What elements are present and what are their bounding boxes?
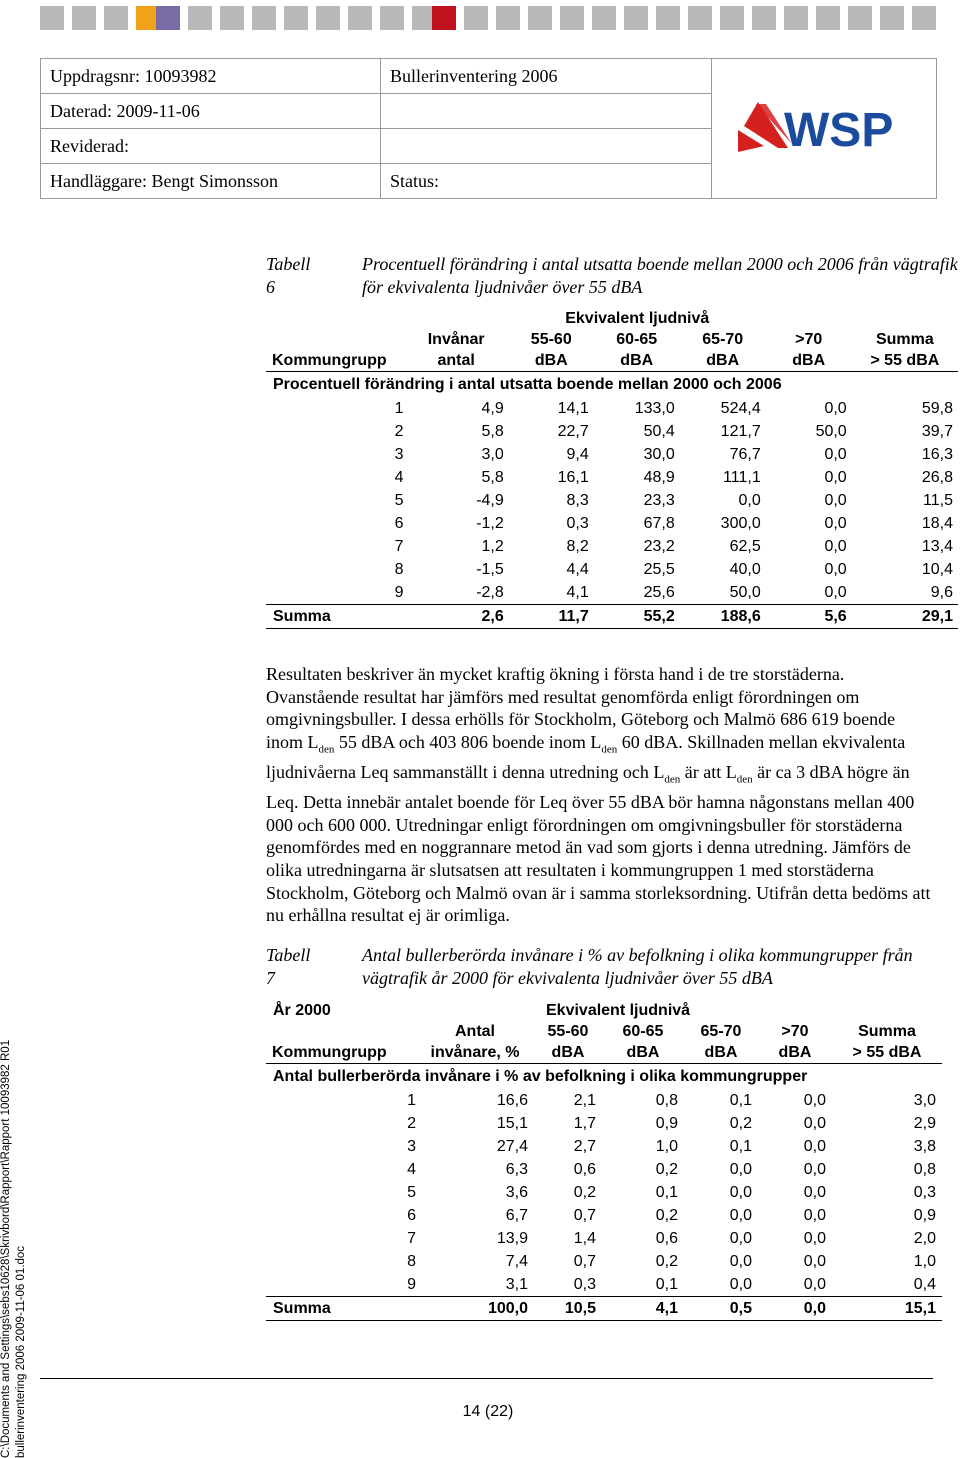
table-cell: 0,1 [655, 1183, 678, 1201]
sum-cell: 15,1 [832, 1297, 942, 1321]
color-square [656, 6, 680, 30]
color-square [816, 6, 840, 30]
column-header: Summa [875, 330, 934, 348]
table-cell: 0,0 [824, 491, 847, 509]
table-cell: 0,2 [729, 1114, 752, 1132]
table-row [266, 420, 958, 443]
column-header: > 55 dBA [852, 350, 958, 372]
paragraph-text: 55 dBA och 403 806 boende inom L [334, 731, 602, 752]
table-cell: 0,3 [573, 1275, 596, 1293]
table-cell: 0,0 [803, 1091, 826, 1109]
caption-text: Procentuell förändring i antal utsatta boende mellan 2000 och 2006 från vägtrafik för ekvivalenta ljudnivåer över 55 dBA [362, 254, 958, 297]
table-row [266, 535, 958, 558]
color-square [848, 6, 872, 30]
column-header: dBA [509, 350, 594, 372]
empty-cell [852, 308, 958, 329]
table-cell: 16,1 [557, 468, 589, 486]
table-cell: 5 [394, 491, 404, 509]
table-cell: 4,1 [566, 583, 589, 601]
color-square [316, 6, 340, 30]
column-header: Kommungrupp [266, 1042, 416, 1064]
subscript: den [736, 773, 753, 786]
column-header: dBA [758, 1042, 832, 1064]
table-cell: 8 [407, 1252, 416, 1270]
table-cell: 2 [407, 1114, 416, 1132]
table-cell: 0,0 [729, 1160, 752, 1178]
table-cell: 30,0 [643, 445, 675, 463]
table-cell: 8 [394, 560, 404, 578]
table-cell: 0,0 [729, 1183, 752, 1201]
paragraph-text: är att L [680, 761, 737, 782]
table-cell: 14,1 [557, 399, 589, 417]
file-path-sidebar [0, 798, 31, 1458]
column-header: 55-60 [530, 330, 572, 348]
table-cell: 11,5 [923, 491, 953, 509]
column-header: invånare, % [416, 1042, 534, 1064]
table-cell: 133,0 [634, 399, 675, 417]
table-cell: 0,7 [573, 1252, 596, 1270]
column-header: antal [404, 350, 509, 372]
document-header [40, 58, 937, 199]
table-cell: 0,0 [803, 1183, 826, 1201]
subscript: den [664, 773, 681, 786]
table-cell: 13,4 [921, 537, 953, 555]
paragraph-text: är ca 3 dBA högre än Leq. Detta innebär antalet boende för Leq över 55 dBA bör hamna någonstans mellan 400 000 och 600 000. Utredningar enligt förordningen om omgivningsbuller för storstäderna genomfördes med en noggrannare metod än vad som gjorts i denna utredning. Jämförs de olika utredningarna är slutsatsen att resultaten i kommungruppen 1 med storstäderna Stockholm, Göteborg och Malmö ovan är i samma storleksordning. Utifrån detta bedöms att nu erhållna resultat ej är orimliga. [266, 761, 931, 926]
table-cell: 1,0 [913, 1252, 936, 1270]
color-square [688, 6, 712, 30]
color-square [528, 6, 552, 30]
table-cell: 0,2 [573, 1183, 596, 1201]
empty-cell [766, 308, 852, 329]
column-header: 65-70 [700, 1022, 742, 1040]
caption-number: Tabell 7 [266, 945, 311, 988]
color-square [464, 6, 488, 30]
table-cell: 6 [407, 1206, 416, 1224]
sum-cell: 2,6 [404, 605, 509, 629]
column-header: 60-65 [622, 1022, 664, 1040]
color-square [284, 6, 308, 30]
table-cell: 4 [407, 1160, 416, 1178]
table-cell: 0,3 [566, 514, 589, 532]
table-cell: 50,0 [815, 422, 847, 440]
sum-cell: 188,6 [680, 605, 766, 629]
footer-divider [40, 1378, 933, 1379]
color-square [40, 6, 64, 30]
page-number: 14 (22) [462, 1403, 514, 1420]
caption-text: Antal bullerberörda invånare i % av befolkning i olika kommungrupper från vägtrafik år 2000 för ekvivalenta ljudnivåer över 55 dBA [362, 945, 913, 988]
color-square [104, 6, 128, 30]
table-cell: 0,2 [655, 1160, 678, 1178]
table-row [266, 489, 958, 512]
table-cell: 9 [394, 583, 404, 601]
table-cell: 0,0 [803, 1206, 826, 1224]
color-square [252, 6, 276, 30]
table-cell: 9,6 [930, 583, 953, 601]
table-row [266, 1250, 942, 1273]
table-cell: 0,6 [573, 1160, 596, 1178]
table-cell: 0,0 [824, 537, 847, 555]
group-header: Ekvivalent ljudnivå [565, 309, 710, 327]
column-header: dBA [684, 1042, 758, 1064]
column-header: dBA [766, 350, 852, 372]
table-cell: 0,8 [913, 1160, 936, 1178]
table-row [266, 1181, 942, 1204]
table-row [266, 397, 958, 420]
subscript: den [601, 743, 618, 756]
table-cell: 2,1 [573, 1091, 596, 1109]
table-cell: 0,0 [803, 1160, 826, 1178]
color-square [380, 6, 404, 30]
table-cell: 48,9 [643, 468, 675, 486]
paragraph-text: Resultaten beskriver än mycket kraftig ökning i första hand i de tre storstäderna. Ovanstående resultat har jämförs med resultat genomförda enligt förordningen om omgivningsbuller. I dessa erhölls för Stockholm, Göteborg och Malmö 686 619 boende inom L [266, 664, 896, 752]
empty-cell [266, 308, 404, 329]
table-row [266, 1135, 942, 1158]
date-field: Daterad: 2009-11-06 [41, 94, 381, 129]
table-cell: 111,1 [723, 468, 761, 486]
table-cell: 0,0 [729, 1275, 752, 1293]
table-cell: 300,0 [720, 514, 761, 532]
table-cell: 0,0 [729, 1206, 752, 1224]
table-cell: 3,0 [481, 445, 504, 463]
sum-cell: 5,6 [766, 605, 852, 629]
table-cell: 1 [394, 399, 404, 417]
table-row [266, 466, 958, 489]
column-header: >70 [795, 330, 823, 348]
table-cell: -4,9 [476, 491, 504, 509]
table-cell: 0,0 [738, 491, 761, 509]
sum-cell: 0,0 [758, 1297, 832, 1321]
status-field: Status: [381, 164, 712, 199]
table-cell: 2,0 [913, 1229, 936, 1247]
color-square [432, 6, 456, 30]
table-cell: 0,0 [803, 1252, 826, 1270]
top-color-bar [0, 0, 960, 34]
table-cell: 76,7 [729, 445, 761, 463]
group-header: Ekvivalent ljudnivå [546, 1001, 691, 1019]
document-title: Bullerinventering 2006 [381, 59, 712, 94]
table-cell: 1,2 [481, 537, 504, 555]
sum-row [266, 605, 958, 629]
table-cell: 5,8 [481, 422, 504, 440]
color-square [880, 6, 904, 30]
empty-cell [832, 1000, 942, 1021]
column-header [266, 329, 404, 350]
table-cell: 26,8 [921, 468, 953, 486]
table-cell: 7 [407, 1229, 416, 1247]
color-square [720, 6, 744, 30]
color-square [912, 6, 936, 30]
table-cell: 22,7 [557, 422, 589, 440]
table-cell: 0,0 [824, 583, 847, 601]
table-cell: 0,0 [803, 1114, 826, 1132]
table-row [266, 1158, 942, 1181]
table-cell: 3 [407, 1137, 416, 1155]
table-cell: 1,0 [655, 1137, 678, 1155]
table-cell: 0,0 [824, 445, 847, 463]
column-header: dBA [594, 350, 680, 372]
table-cell: 0,8 [655, 1091, 678, 1109]
table-cell: 6,3 [505, 1160, 528, 1178]
column-header: 55-60 [547, 1022, 589, 1040]
table-cell: 4,9 [481, 399, 504, 417]
table-cell: 4 [394, 468, 404, 486]
column-header: >70 [781, 1022, 809, 1040]
column-header: dBA [680, 350, 766, 372]
table-cell: 5,8 [481, 468, 504, 486]
table-cell: 8,2 [566, 537, 589, 555]
sum-cell: 10,5 [534, 1297, 602, 1321]
table-cell: 3,1 [505, 1275, 528, 1293]
sum-cell: Summa [266, 605, 404, 629]
color-square [156, 6, 180, 30]
color-square [560, 6, 584, 30]
table-cell: 1,4 [573, 1229, 596, 1247]
table-cell: 59,8 [921, 399, 953, 417]
table-cell: 0,2 [655, 1252, 678, 1270]
empty-cell [404, 308, 509, 329]
empty-cell [416, 1000, 534, 1021]
table-cell: 0,9 [913, 1206, 936, 1224]
table-row [266, 1273, 942, 1297]
column-header: Invånar [427, 330, 485, 348]
table-row [266, 512, 958, 535]
table-cell: 0,0 [729, 1229, 752, 1247]
table-cell: 0,4 [913, 1275, 936, 1293]
assignment-number: Uppdragsnr: 10093982 [41, 59, 381, 94]
table-cell: 0,3 [913, 1183, 936, 1201]
table-cell: 23,2 [643, 537, 675, 555]
table-cell: 7 [394, 537, 404, 555]
table6-body [266, 397, 958, 629]
column-header: 65-70 [702, 330, 744, 348]
table-cell: 50,4 [643, 422, 675, 440]
table-title: Antal bullerberörda invånare i % av befolkning i olika kommungrupper [266, 1064, 942, 1090]
table-cell: -1,2 [476, 514, 504, 532]
table-cell: 0,0 [803, 1275, 826, 1293]
table-cell: 4,4 [566, 560, 589, 578]
table-cell: -2,8 [476, 583, 504, 601]
table-cell: 40,0 [729, 560, 761, 578]
table-row [266, 1227, 942, 1250]
table6 [266, 308, 958, 629]
color-square [72, 6, 96, 30]
table-cell: 3,0 [913, 1091, 936, 1109]
table-cell: 0,0 [824, 468, 847, 486]
color-square [624, 6, 648, 30]
paragraph-text: 60 dBA. Skillnaden mellan ekvivalenta ljudnivåerna Leq sammanställt i denna utredning och L [266, 731, 906, 782]
table-cell: 7,4 [505, 1252, 528, 1270]
table-cell: 0,0 [824, 560, 847, 578]
body-paragraph [266, 663, 936, 927]
wsp-logo-icon [734, 96, 914, 156]
sum-cell: 29,1 [852, 605, 958, 629]
table-cell: 16,3 [921, 445, 953, 463]
table-cell: 10,4 [921, 560, 953, 578]
color-square [220, 6, 244, 30]
table-cell: 2,9 [913, 1114, 936, 1132]
table-row [266, 1089, 942, 1112]
table-cell: 0,1 [655, 1275, 678, 1293]
color-square [752, 6, 776, 30]
table-row [266, 581, 958, 605]
table-row [266, 1112, 942, 1135]
table-cell: 27,4 [496, 1137, 528, 1155]
file-path-line: C:\Documents and Settings\sebs10628\Skrivbord\Rapport\Rapport 10093982 R01 [0, 1039, 12, 1458]
empty-cell [381, 94, 712, 129]
table-cell: 15,1 [496, 1114, 528, 1132]
sum-cell: 100,0 [416, 1297, 534, 1321]
table-cell: 524,4 [720, 399, 761, 417]
table-cell: 3 [394, 445, 404, 463]
sum-cell: 0,5 [684, 1297, 758, 1321]
table-cell: 62,5 [729, 537, 761, 555]
table-row [266, 558, 958, 581]
wsp-logo [712, 59, 937, 199]
file-path-line: bullerinventering 2006 2009-11-06 01.doc [15, 1245, 27, 1458]
table-cell: 67,8 [643, 514, 675, 532]
table-cell: 2 [394, 422, 404, 440]
column-header: Kommungrupp [266, 350, 404, 372]
table-cell: 23,3 [643, 491, 675, 509]
table-cell: 6,7 [505, 1206, 528, 1224]
column-header: Antal [455, 1022, 495, 1040]
revised-field: Reviderad: [41, 129, 381, 164]
caption-number: Tabell 6 [266, 254, 311, 297]
table-cell: 0,7 [573, 1206, 596, 1224]
table-cell: 25,5 [643, 560, 675, 578]
table-cell: 0,0 [803, 1229, 826, 1247]
color-square [188, 6, 212, 30]
table-cell: 18,4 [921, 514, 953, 532]
color-square [496, 6, 520, 30]
table-cell: 0,1 [729, 1137, 752, 1155]
table-cell: 0,0 [824, 514, 847, 532]
sum-cell: 55,2 [594, 605, 680, 629]
table-cell: 16,6 [496, 1091, 528, 1109]
table-cell: 1,7 [573, 1114, 596, 1132]
column-header [266, 1021, 416, 1042]
table-cell: 0,6 [655, 1229, 678, 1247]
table-cell: 8,3 [566, 491, 589, 509]
logo-text: WSP [784, 104, 894, 156]
empty-cell [381, 129, 712, 164]
table-cell: 3,6 [505, 1183, 528, 1201]
table-cell: -1,5 [476, 560, 504, 578]
table-cell: 39,7 [921, 422, 953, 440]
column-header: 60-65 [616, 330, 658, 348]
table7-body [266, 1089, 942, 1321]
subscript: den [318, 743, 335, 756]
column-header: dBA [602, 1042, 684, 1064]
table-cell: 0,2 [655, 1206, 678, 1224]
sum-cell: Summa [266, 1297, 416, 1321]
table-cell: 0,1 [729, 1091, 752, 1109]
table-row [266, 1204, 942, 1227]
table-cell: 0,0 [729, 1252, 752, 1270]
table-cell: 3,8 [913, 1137, 936, 1155]
color-square [784, 6, 808, 30]
sum-row [266, 1297, 942, 1321]
table-cell: 0,9 [655, 1114, 678, 1132]
table-cell: 9 [407, 1275, 416, 1293]
table-cell: 2,7 [573, 1137, 596, 1155]
table-cell: 0,0 [824, 399, 847, 417]
color-square [592, 6, 616, 30]
year-label: År 2000 [273, 1001, 331, 1019]
table-cell: 9,4 [566, 445, 589, 463]
table7 [266, 1000, 942, 1321]
column-header: > 55 dBA [832, 1042, 942, 1064]
table-cell: 50,0 [729, 583, 761, 601]
table-cell: 6 [394, 514, 404, 532]
column-header: dBA [534, 1042, 602, 1064]
table-cell: 121,7 [720, 422, 761, 440]
table-cell: 5 [407, 1183, 416, 1201]
color-square [348, 6, 372, 30]
table-cell: 0,0 [803, 1137, 826, 1155]
handler-field: Handläggare: Bengt Simonsson [41, 164, 381, 199]
table-cell: 25,6 [643, 583, 675, 601]
table-cell: 1 [407, 1091, 416, 1109]
table-title: Procentuell förändring i antal utsatta boende mellan 2000 och 2006 [266, 372, 958, 398]
sum-cell: 11,7 [509, 605, 594, 629]
table-row [266, 443, 958, 466]
table-cell: 13,9 [496, 1229, 528, 1247]
sum-cell: 4,1 [602, 1297, 684, 1321]
column-header: Summa [858, 1022, 916, 1040]
